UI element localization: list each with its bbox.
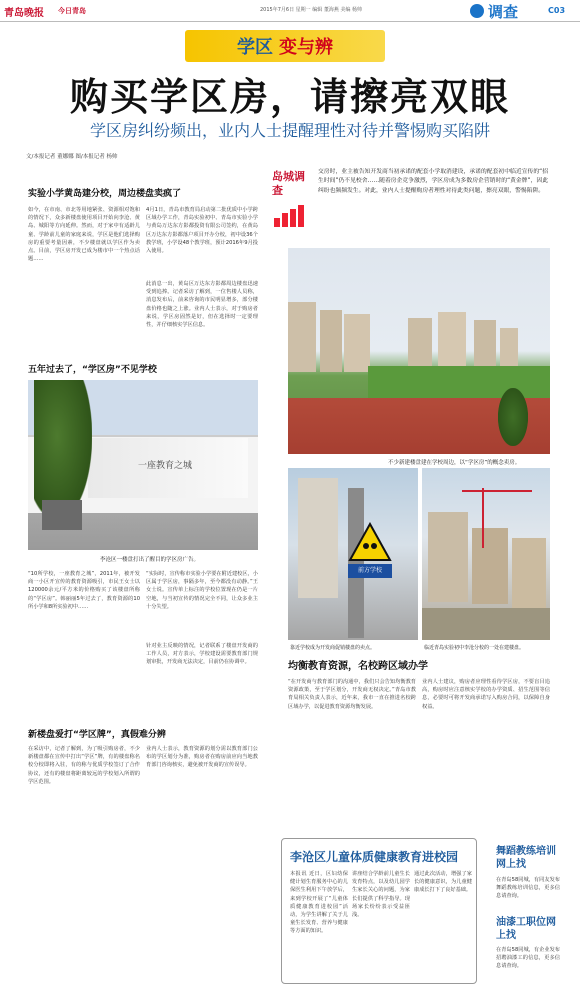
news-body-1: 本报讯 近日，区妇幼保健计划生育服务中心的儿保医生利用下午放学后，来到学校开展了“儿童体质健康教育进校园”活动，为学生讲解了关于儿童生长发育、营养与健康等方面的知识。 xyxy=(290,871,348,935)
intro-chart-icon xyxy=(272,204,308,228)
page-number: C03 xyxy=(548,6,566,15)
s2-heading: 五年过去了，“学区房”不见学校 xyxy=(28,365,157,375)
ad-1-heading: 舞蹈教练培训网上找 xyxy=(496,846,556,870)
sign-photo-caption: 靠近学校成为开发商促销楼盘的卖点。 xyxy=(290,645,376,651)
s4-body-2: 业内人士建议，购房者应理性看待学区房，不要盲目追高，购房时应注意核实学校的办学资质、招生范围等信息，必要时可将开发商承诺写入购房合同，以保障自身权益。 xyxy=(422,679,550,710)
school-sign-photo xyxy=(288,468,418,640)
tree xyxy=(34,380,92,520)
s2-body-1: “10所学校，一座教育之城”，2011年，被开发商一小区开宣传的教育资源吸引，市民王女士以120000余元/平方米的价格购买了该楼盘所称的“学区房”。韩丽丽5年过去了，教育资源的10所小学和8所实验初中…… xyxy=(28,571,140,610)
headline: 购买学区房，请擦亮双眼 xyxy=(69,75,510,119)
s2-body-3: 针对业主反映的情况，记者联系了楼盘开发商的工作人员，对方表示，学校建设需要教育部门规划审批，开发商无法决定，目前仍在协调中。 xyxy=(146,643,258,666)
subheadline: 学区房纠纷频出，业内人士提醒理性对待并警惕购买陷阱 xyxy=(89,121,490,140)
s2-body-2: “实际时，宣传称市实验小学要在附近建校区，小区属于学区房，事隔多年，至今都没有动静。”王女士说。宣传单上标注的学校位置现在仍是一片空地，与当初宣传的情况完全不同，让众多业主十分失望。 xyxy=(146,571,258,610)
crane xyxy=(482,488,484,548)
school-field-photo xyxy=(288,248,550,454)
news-heading: 李沧区儿童体质健康教育进校园 xyxy=(290,850,459,864)
s3-body-1: 在采访中，记者了解到，为了吸引购房者，不少新楼盘都在宣传中打出“学区”牌，有的楼盘称名校分校即将入驻，有的称与优质学校签订了合作协议，还有的楼盘将距离较远的学校划入所谓的学区范围。 xyxy=(28,746,140,785)
school-ahead-sign: 前方学校 xyxy=(348,564,392,578)
s1-body-1: 如今，在市南、市北等用地紧张、资源相对饱和的情况下，众多新楼盘使用项目开始向李沧、黄岛、城阳等方向延伸。然而，对于家中有适龄儿童、学龄前儿童的家庭来说，学区是他们选择购房的重要考量因素，不少楼盘就以学区作为卖点。目前，学区房开发已成为楼市中一个热点话题…… xyxy=(28,207,140,263)
intro-label: 岛城调查 xyxy=(272,170,305,197)
s4-body-1: “在开发商与教育部门的沟通中，我们只会告知均衡教育资源政策，至于学区划分，开发商无权决定。”青岛市教育局相关负责人表示，近年来，我市一直在推进名校跨区域办学，以促进教育资源均衡发展。 xyxy=(288,679,416,710)
school-ad-photo xyxy=(28,380,258,550)
s1-body-3: 此消息一出，黄岛区万达东方影都周边楼盘迅速受到追捧。记者采访了解到，一位售楼人员称，消息发布后，前来咨询的市民明显增多，部分楼盘价格也随之上涨。业内人士表示，对于购房者来说，学区房固然是好，但在选择时一定要理性，并仔细核实学区信息。 xyxy=(146,281,258,329)
byline: 文/本报记者 董娜娜 图/本报记者 杨帅 xyxy=(26,154,118,160)
construction-photo xyxy=(422,468,550,640)
s1-heading: 实验小学黄岛建分校，周边楼盘卖疯了 xyxy=(28,189,182,199)
news-body-2: 讲座结合学龄前儿童生长发育特点，以及幼儿园学生家长关心的问题，为家长们提供了科学指导。现场家长纷纷表示受益匪浅。 xyxy=(352,871,410,919)
ad-2-heading: 油漆工职位网上找 xyxy=(496,917,556,941)
s2-photo-caption: 李沧区一楼盘打出了醒目的学区房广告。 xyxy=(100,557,200,563)
ad-2-body: 在青岛58同城，有企业发布招聘油漆工的信息，更多信息请查询。 xyxy=(496,947,560,970)
s1-body-2: 4月1日，青岛市教育局启动第二批优质中小学跨区域办学工作，青岛实验初中、青岛市实验小学与黄岛万达东方影都投资有限公司签约，在黄岛区万达东方影都落户项目开办分校，初中设36个教学班，小学设48个教学班，预计2016年9月投入使用。 xyxy=(146,207,258,255)
field-photo-caption: 不少新建楼盘建在学校周边，以“学区房”的概念卖房。 xyxy=(388,460,521,466)
news-body-3: 通过此次活动，增强了家长的健康意识，为儿童健康成长打下了良好基础。 xyxy=(414,871,472,894)
wall-slogan: 一座教育之城 xyxy=(138,461,193,471)
intro-text: 交房时，业主被告知开发商当初承诺的配套小学取消建设，承诺的配套初中临近宣传的“招生时间”仍不见校舍……随着房企竞争激烈，学区房成为多数房企营销时的“黄金牌”，因此纠纷也频频发生。对此，业内人士提醒购房者理性对待此类问题，擦亮双眼，警惕陷阱。 xyxy=(318,169,548,194)
banner-text-1: 学区 xyxy=(237,37,273,58)
ad-1-body: 在青岛58同城，有同友发布舞蹈教练培训信息，更多信息请查询。 xyxy=(496,877,560,900)
column-banner xyxy=(185,30,385,62)
section-icon xyxy=(470,4,484,18)
warning-sign xyxy=(348,522,392,562)
newspaper-logo: 青岛晚报 xyxy=(4,8,44,19)
s4-heading: 均衡教育资源，名校跨区域办学 xyxy=(288,661,428,672)
section-label: 今日青岛 xyxy=(58,7,86,15)
s3-heading: 新楼盘爱打“学区牌”，真假难分辨 xyxy=(28,730,166,740)
s3-body-2: 业内人士表示，教育资源的划分需以教育部门公布的学区划分为准，购房者在购房前应向当地教育部门咨询核实，避免被开发商的宣传误导。 xyxy=(146,746,258,769)
construction-photo-caption: 临近青岛实验初中李沧分校的一处在建楼盘。 xyxy=(424,645,525,651)
issue-meta: 2015年7月6日 星期一 编辑 董海燕 美编 杨帅 xyxy=(260,7,363,13)
page-section-title: 调查 xyxy=(470,2,540,20)
banner-text-2: 变与辨 xyxy=(279,37,333,58)
